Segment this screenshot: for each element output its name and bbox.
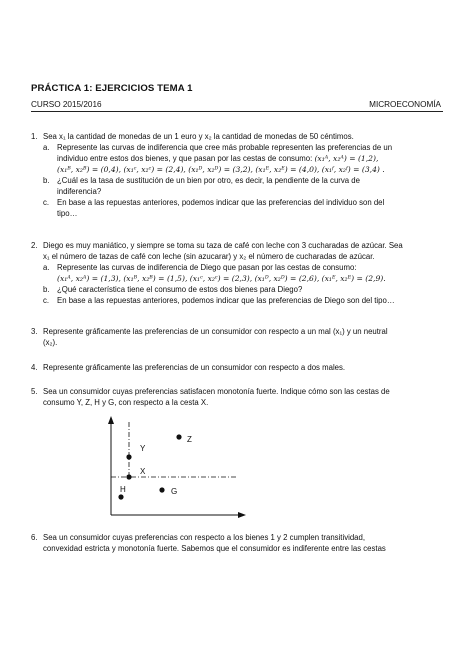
subquestion-letter: b. [43, 285, 50, 294]
question-number: 2. [31, 241, 38, 250]
question-2 [31, 240, 443, 306]
text-line: Represente las curvas de indiferencia que cree más probable representen las preferencias de un [57, 143, 393, 152]
header-divider [31, 111, 443, 112]
text-line: Sea un consumidor cuyas preferencias con respecto a los bienes 1 y 2 cumplen transitividad, [43, 533, 366, 542]
x-axis-arrow-icon [238, 512, 246, 518]
subquestion-a [43, 142, 443, 175]
subquestion-a [43, 262, 443, 284]
label-z: Z [187, 435, 192, 444]
text-line: En base a las repuestas anteriores, podemos indicar que las preferencias de Diego son del tipo… [57, 296, 395, 305]
y-axis-arrow-icon [108, 416, 114, 424]
subquestion-letter: c. [43, 198, 50, 207]
subquestion-letter: c. [43, 296, 50, 305]
math-expression: (x₁ᴬ, x₂ᴬ) = (1,2), [314, 154, 379, 163]
text-line: indiferencia? [57, 187, 102, 196]
subquestion-b [43, 175, 443, 197]
subquestion-letter: a. [43, 143, 50, 152]
question-number: 3. [31, 327, 38, 336]
label-x: X [140, 467, 146, 476]
text-line-part: individuo entre estos dos bienes, y que pasan por las cestas de consumo: [57, 154, 313, 163]
text-line: En base a las repuestas anteriores, podemos indicar que las preferencias del individuo son del [57, 198, 385, 207]
point-z [176, 434, 181, 439]
label-g: G [171, 487, 178, 496]
point-x [126, 474, 131, 479]
math-expression: (x₁ᴬ, x₂ᴬ) = (1,3), (x₁ᴮ, x₂ᴮ) = (1,5), (x₁ᶜ, x₂ᶜ) = (2,3), (x₁ᴰ, x₂ᴰ) = (2,6), (x₁ᴱ, x₂ᴱ) = (2,9). [57, 274, 386, 283]
question-number: 5. [31, 387, 38, 396]
text-line: Represente gráficamente las preferencias de un consumidor con respecto a dos males. [43, 363, 346, 372]
text-line: ¿Qué característica tiene el consumo de estos dos bienes para Diego? [57, 285, 303, 294]
point-g [159, 487, 164, 492]
text-line: ¿Cuál es la tasa de sustitución de un bien por otro, es decir, la pendiente de la curva de [57, 176, 360, 185]
question-number: 1. [31, 132, 38, 141]
text-line: Sea un consumidor cuyas preferencias satisfacen monotonía fuerte. Indique cómo son las cestas de [43, 387, 390, 396]
point-y [126, 454, 131, 459]
course-label: CURSO 2015/2016 [31, 100, 102, 109]
question-number: 6. [31, 533, 38, 542]
question-3 [31, 326, 443, 348]
point-h [118, 494, 123, 499]
page-title: PRÁCTICA 1: EJERCICIOS TEMA 1 [31, 83, 193, 94]
question-6 [31, 532, 443, 554]
text-line: Diego es muy maniático, y siempre se toma su taza de café con leche con 3 cucharadas de azúcar. Sea [43, 241, 403, 250]
subquestion-letter: b. [43, 176, 50, 185]
math-expression: (x₁ᴮ, x₂ᴮ) = (0,4), (x₁ᶜ, x₂ᶜ) = (2,4), (x₁ᴰ, x₂ᴰ) = (3,2), (x₁ᴱ, x₂ᴱ) = (4,0), (x₁ᶠ, x₂ᶠ) = (3,4) . [57, 165, 385, 174]
subject-label: MICROECONOMÍA [369, 100, 441, 109]
label-y: Y [140, 444, 146, 453]
subquestion-c [43, 197, 443, 219]
label-h: H [120, 485, 126, 494]
text-line: Represente gráficamente las preferencias de un consumidor con respecto a un mal (x₁) y un neutral [43, 327, 388, 336]
text-line: (x₂). [43, 338, 58, 347]
question-1 [31, 131, 443, 219]
question-5 [31, 386, 443, 408]
question-4 [31, 362, 443, 373]
text-line: consumo Y, Z, H y G, con respecto a la cesta X. [43, 398, 209, 407]
question-number: 4. [31, 363, 38, 372]
text-line: convexidad estricta y monotonía fuerte. Sabemos que el consumidor es indiferente entre las cestas [43, 544, 386, 553]
subquestion-c [43, 295, 443, 306]
text-line [57, 153, 443, 164]
text-line: tipo… [57, 209, 78, 218]
question-text: Sea x₁ la cantidad de monedas de un 1 euro y x₂ la cantidad de monedas de 50 céntimos. [43, 132, 354, 141]
subquestion-b [43, 284, 443, 295]
subquestion-letter: a. [43, 263, 50, 272]
text-line: Represente las curvas de indiferencia de Diego que pasan por las cestas de consumo: [57, 263, 357, 272]
text-line: x₁ el número de tazas de café con leche (sin azucarar) y x₂ el número de cucharadas de azúcar. [43, 252, 375, 261]
